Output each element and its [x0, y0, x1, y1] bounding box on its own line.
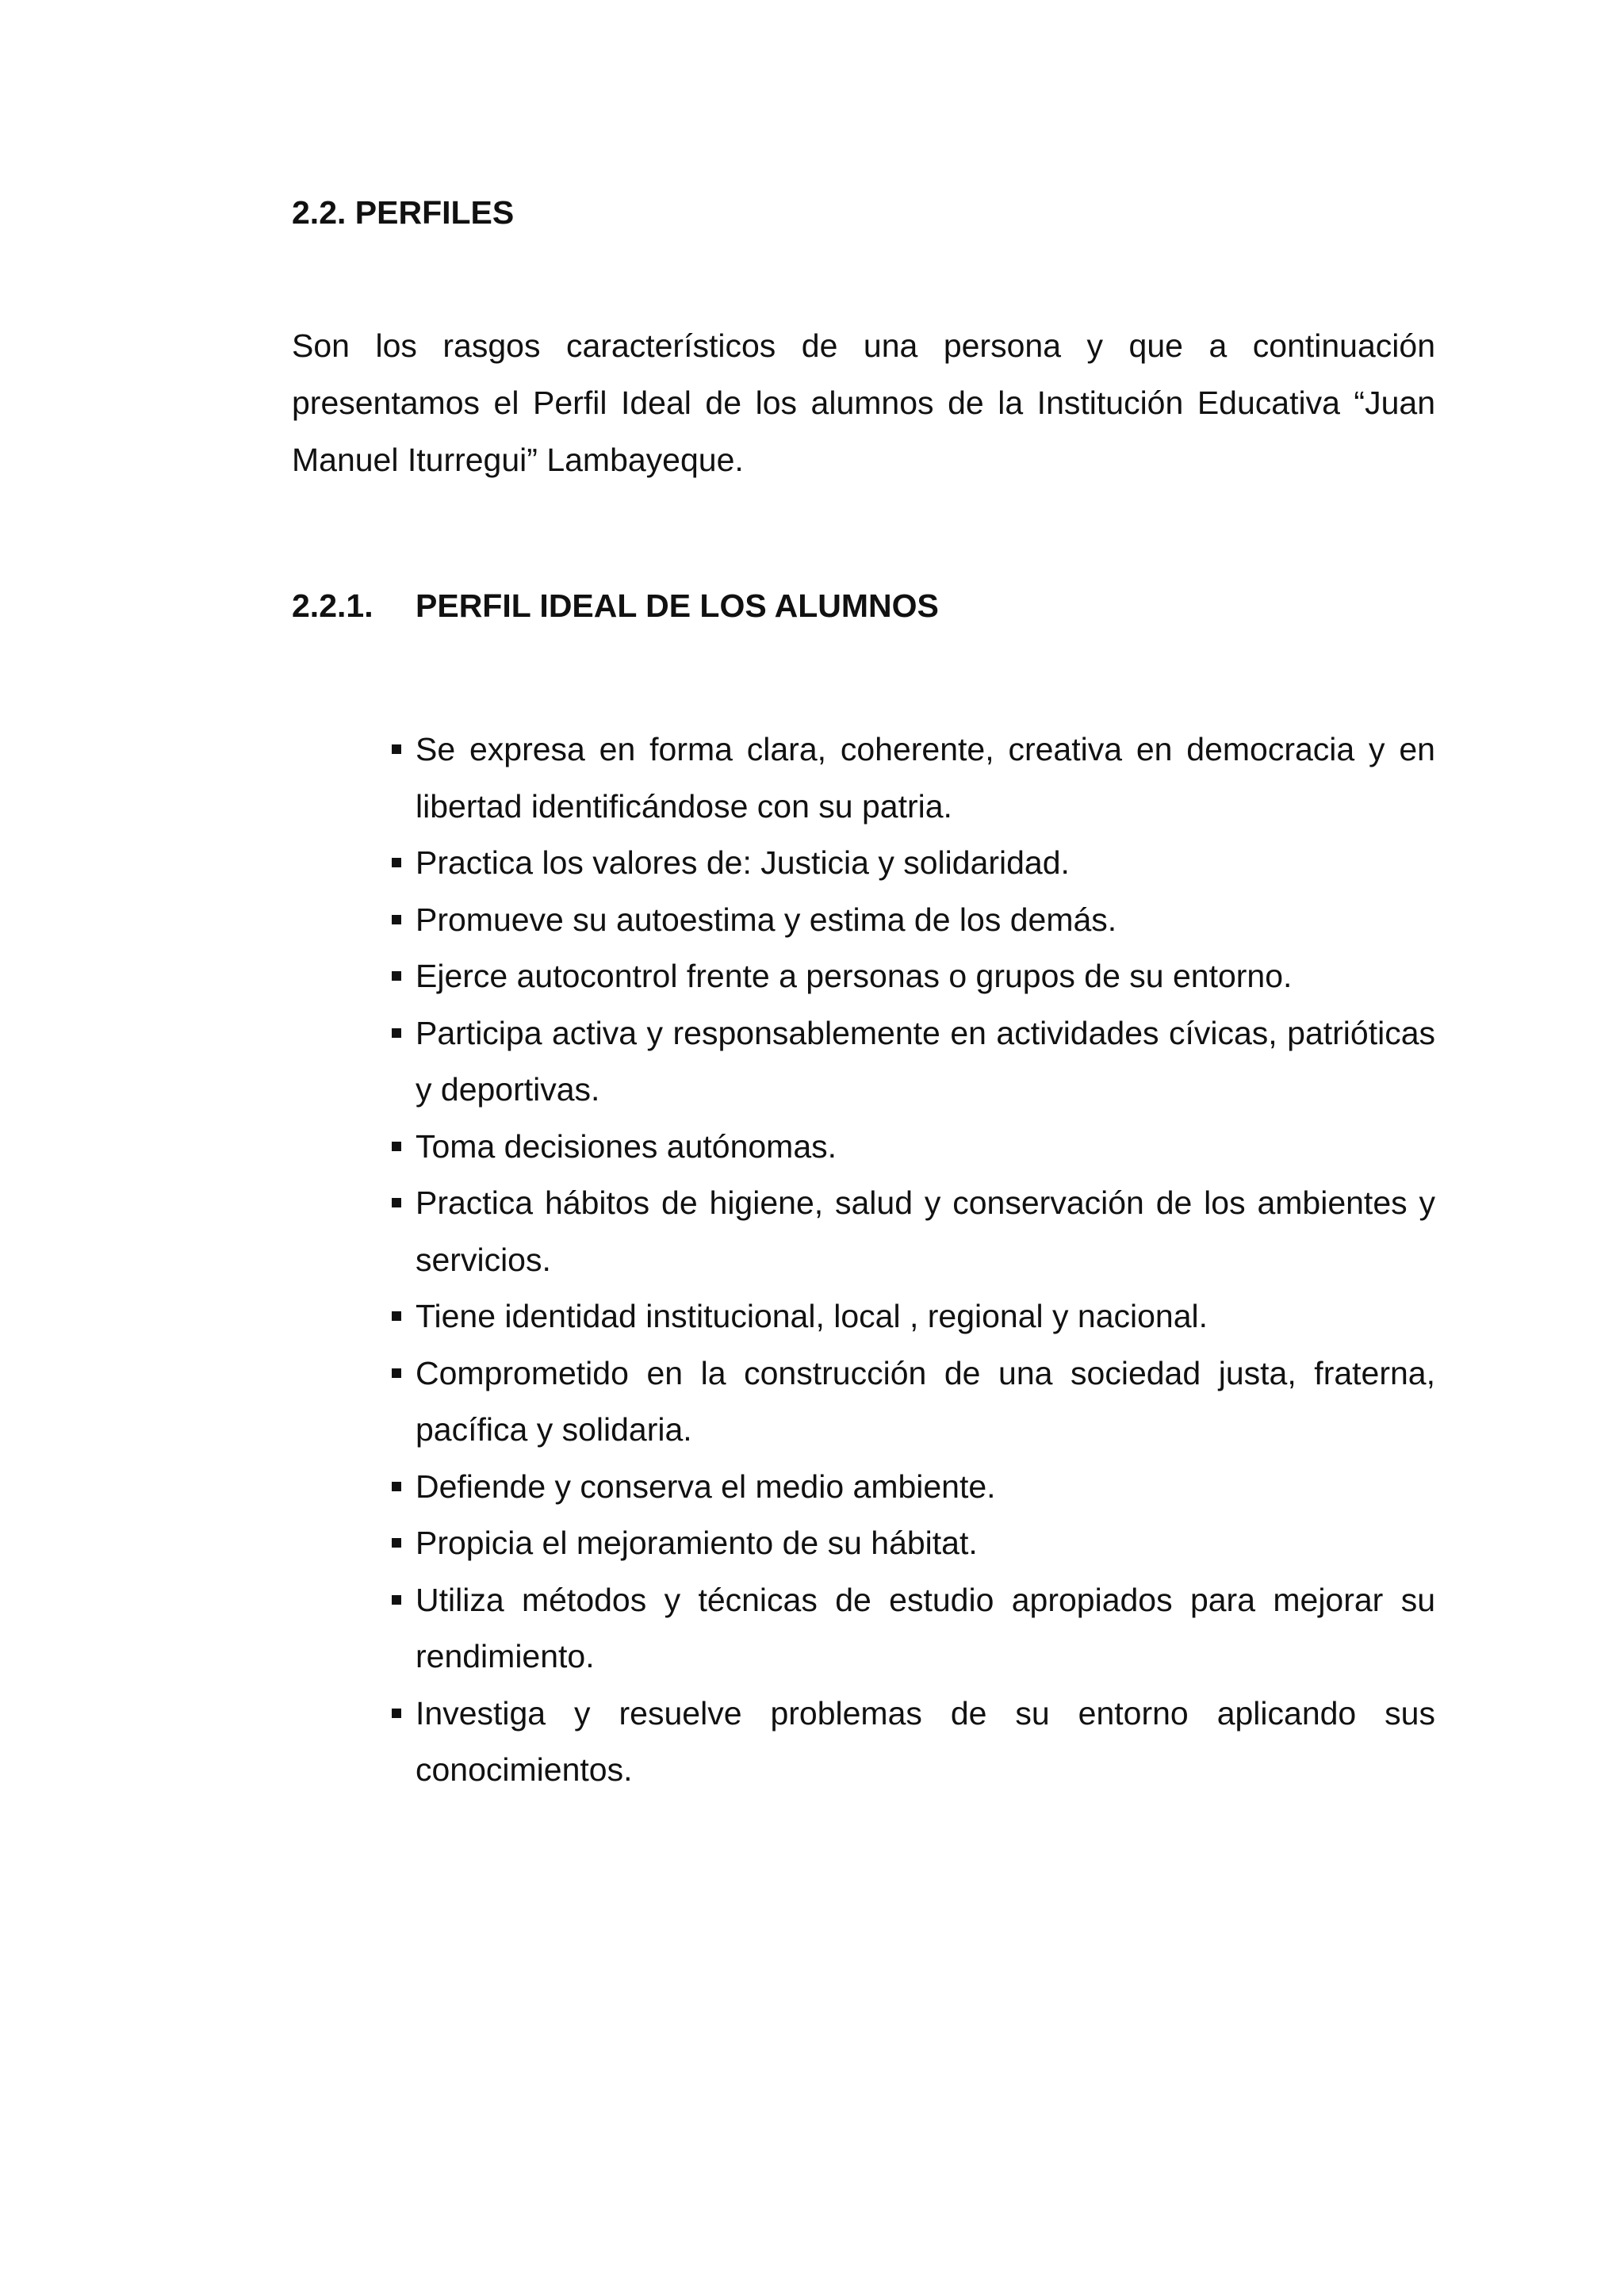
list-item-text: Practica los valores de: Justicia y solidaridad. [416, 844, 1070, 881]
list-item [392, 1175, 1435, 1288]
square-bullet-icon [392, 1709, 401, 1718]
subsection-title: PERFIL IDEAL DE LOS ALUMNOS [416, 587, 939, 624]
list-item-text: Se expresa en forma clara, coherente, creativa en democracia y en libertad identificándose con su patria. [416, 731, 1435, 825]
square-bullet-icon [392, 1198, 401, 1207]
list-item [392, 1119, 1435, 1176]
list-item-text: Propicia el mejoramiento de su hábitat. [416, 1525, 978, 1561]
list-item-text: Toma decisiones autónomas. [416, 1127, 837, 1165]
square-bullet-icon [392, 744, 401, 754]
square-bullet-icon [392, 1538, 401, 1548]
list-item-text: Practica hábitos de higiene, salud y conservación de los ambientes y servicios. [416, 1184, 1435, 1278]
square-bullet-icon [392, 915, 401, 924]
square-bullet-icon [392, 971, 401, 981]
list-item [392, 948, 1435, 1005]
list-item [392, 1572, 1435, 1686]
profile-list [392, 721, 1435, 1799]
subsection-number: 2.2.1. [292, 587, 373, 624]
list-item [392, 721, 1435, 835]
square-bullet-icon [392, 1482, 401, 1491]
list-item [392, 835, 1435, 892]
square-bullet-icon [392, 858, 401, 867]
subsection-heading [292, 587, 939, 625]
list-item-text: Utiliza métodos y técnicas de estudio apropiados para mejorar su rendimiento. [416, 1581, 1435, 1674]
section-heading: 2.2. PERFILES [292, 194, 515, 231]
list-item [392, 1515, 1435, 1572]
square-bullet-icon [392, 1142, 401, 1151]
list-item [392, 1345, 1435, 1459]
list-item [392, 1459, 1435, 1516]
list-item [392, 1686, 1435, 1799]
list-item [392, 892, 1435, 949]
list-item [392, 1288, 1435, 1345]
list-item-text: Promueve su autoestima y estima de los demás. [416, 901, 1117, 938]
list-item-text: Ejerce autocontrol frente a personas o grupos de su entorno. [416, 958, 1293, 994]
list-item-text: Participa activa y responsablemente en actividades cívicas, patrióticas y deportivas. [416, 1014, 1435, 1108]
list-item-text: Investiga y resuelve problemas de su entorno aplicando sus conocimientos. [416, 1694, 1435, 1788]
square-bullet-icon [392, 1028, 401, 1038]
square-bullet-icon [392, 1368, 401, 1378]
intro-paragraph: Son los rasgos característicos de una persona y que a continuación presentamos el Perfil Ideal de los alumnos de la Institución Educativa “Juan Manuel Iturregui” Lambayeque. [292, 327, 1435, 478]
square-bullet-icon [392, 1595, 401, 1605]
list-item-text: Defiende y conserva el medio ambiente. [416, 1468, 996, 1505]
list-item [392, 1005, 1435, 1119]
list-item-text: Tiene identidad institucional, local , regional y nacional. [416, 1298, 1208, 1334]
square-bullet-icon [392, 1311, 401, 1321]
list-item-text: Comprometido en la construcción de una sociedad justa, fraterna, pacífica y solidaria. [416, 1354, 1435, 1448]
